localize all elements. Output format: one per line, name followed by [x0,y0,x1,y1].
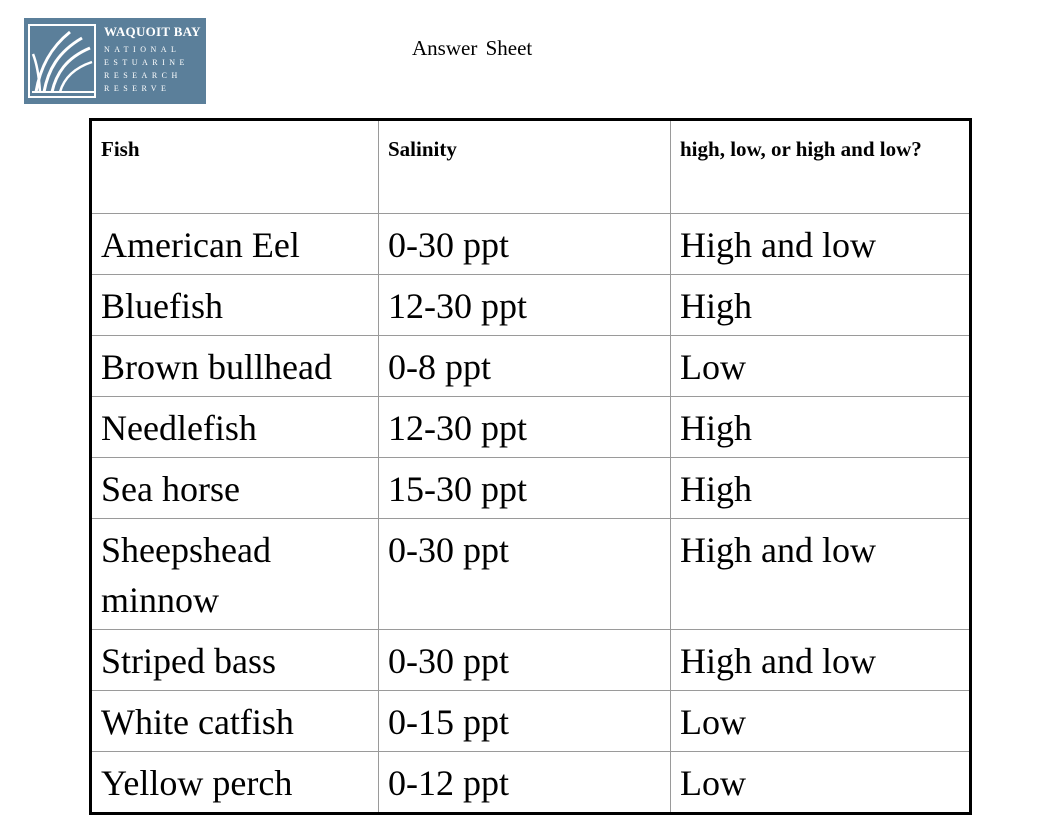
range-cell: Low [671,752,971,814]
fish-cell: Striped bass [91,630,379,691]
salinity-cell: 12-30 ppt [379,275,671,336]
salinity-cell: 0-15 ppt [379,691,671,752]
salinity-cell: 12-30 ppt [379,397,671,458]
salinity-cell: 0-8 ppt [379,336,671,397]
salinity-cell: 0-12 ppt [379,752,671,814]
fish-cell: Sheepshead minnow [91,519,379,630]
table-header-row [91,120,971,214]
fish-salinity-table [89,118,972,815]
table-row [91,752,971,814]
logo-line-2: ESTUARINE [104,58,189,67]
range-cell: High [671,458,971,519]
range-cell: High and low [671,519,971,630]
table-row [91,519,971,630]
table-row [91,691,971,752]
logo-line-1: NATIONAL [104,45,181,54]
fish-cell: Needlefish [91,397,379,458]
salinity-cell: 15-30 ppt [379,458,671,519]
table-row [91,214,971,275]
fish-cell: Sea horse [91,458,379,519]
table-row [91,275,971,336]
salinity-cell: 0-30 ppt [379,630,671,691]
header-salinity: Salinity [379,120,671,214]
table-row [91,458,971,519]
fish-cell: American Eel [91,214,379,275]
logo-line-4: RESERVE [104,84,171,93]
fish-cell: White catfish [91,691,379,752]
range-cell: High and low [671,214,971,275]
salinity-cell: 0-30 ppt [379,519,671,630]
salinity-cell: 0-30 ppt [379,214,671,275]
fish-cell: Brown bullhead [91,336,379,397]
waquoit-bay-logo [24,18,206,104]
range-cell: High [671,275,971,336]
table-row [91,630,971,691]
range-cell: High [671,397,971,458]
logo-line-3: RESEARCH [104,71,182,80]
marsh-grass-icon [24,18,104,104]
range-cell: High and low [671,630,971,691]
table-row [91,397,971,458]
range-cell: Low [671,336,971,397]
header-fish: Fish [91,120,379,214]
fish-cell: Yellow perch [91,752,379,814]
logo-name: WAQUOIT BAY [104,24,201,39]
header-range: high, low, or high and low? [671,120,971,214]
fish-cell: Bluefish [91,275,379,336]
page-title: Answer Sheet [412,36,533,60]
range-cell: Low [671,691,971,752]
table-row [91,336,971,397]
